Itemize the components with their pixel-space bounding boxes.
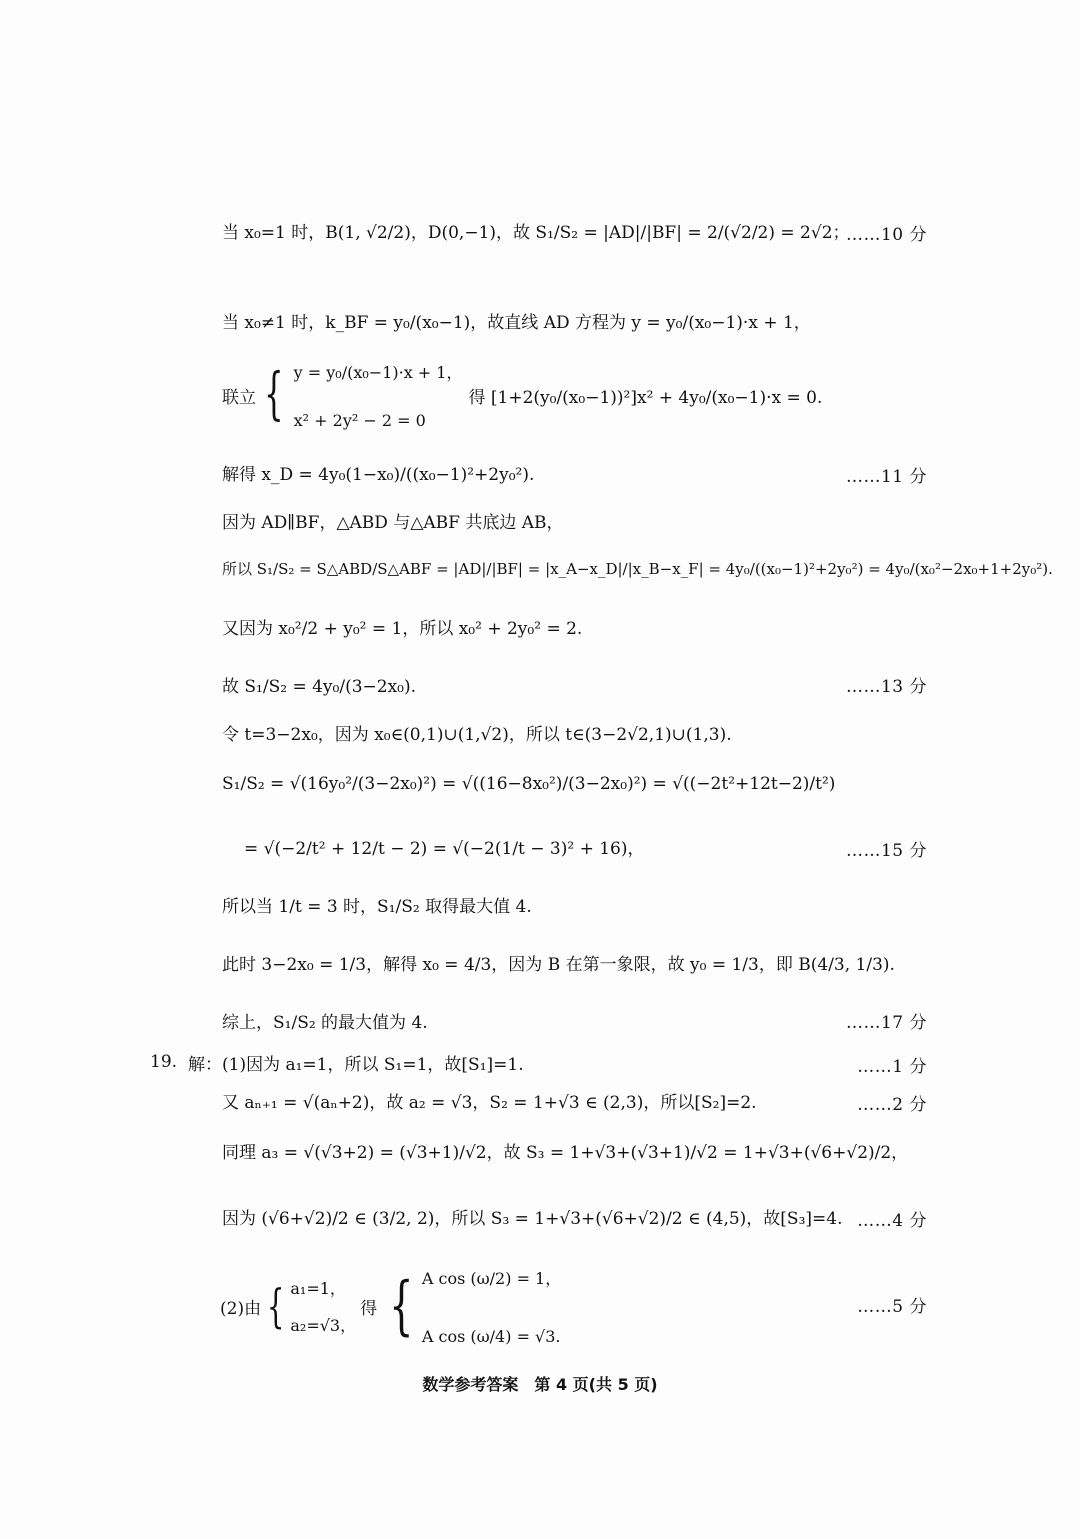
derived-eq-1: A cos (ω/2) = 1， — [421, 1269, 562, 1288]
part2-prefix: (2)由 — [220, 1298, 262, 1319]
system-prefix: 联立 — [222, 387, 256, 408]
solution-line-ratio: 所以 S₁/S₂ = S△ABD/S△ABF = |AD|/|BF| = |x_A−x_D|/|x_B−x_F| = 4y₀/((x₀−1)²+2y₀²) = 4y₀/(x₀²−2x₀+1+2y₀²). — [222, 559, 1053, 578]
system-eq-1: y = y₀/(x₀−1)·x + 1， — [293, 363, 463, 382]
solution-line-10: 当 x₀=1 时，B(1, √2/2)，D(0,−1)，故 S₁/S₂ = |AD|/|BF| = 2/(√2/2) = 2√2； — [222, 222, 850, 243]
score-2: ……2 分 — [857, 1095, 927, 1115]
score-5: ……5 分 — [857, 1297, 927, 1317]
given-eq-1: a₁=1， — [290, 1279, 346, 1298]
solution-line-point: 此时 3−2x₀ = 1/3，解得 x₀ = 4/3，因为 B 在第一象限，故 y₀ = 1/3，即 B(4/3, 1/3). — [222, 954, 895, 975]
equation-system — [294, 360, 463, 430]
given-system — [290, 1276, 356, 1336]
score-4: ……4 分 — [857, 1211, 927, 1231]
score-17: ……17 分 — [845, 1013, 927, 1033]
page-footer: 数学参考答案 第 4 页(共 5 页) — [422, 1375, 658, 1394]
solution-line-sqrt: S₁/S₂ = √(16y₀²/(3−2x₀)²) = √((16−8x₀²)/(3−2x₀)²) = √((−2t²+12t−2)/t²) — [222, 774, 836, 794]
question-number: 19. — [150, 1052, 178, 1072]
score-13: ……13 分 — [845, 677, 927, 697]
solution-line-parallel: 因为 AD∥BF，△ABD 与△ABF 共底边 AB， — [222, 512, 564, 533]
solution-line-15: = √(−2/t² + 12/t − 2) = √(−2(1/t − 3)² + 16)， — [244, 838, 645, 859]
solution-line-kbf: 当 x₀≠1 时，k_BF = y₀/(x₀−1)，故直线 AD 方程为 y = y₀/(x₀−1)·x + 1， — [222, 312, 811, 333]
solution-line-13: 故 S₁/S₂ = 4y₀/(3−2x₀). — [222, 676, 417, 697]
system-line — [222, 360, 930, 430]
given-eq-2: a₂=√3， — [290, 1316, 357, 1335]
derived-system — [422, 1266, 561, 1346]
solution-line-17: 综上，S₁/S₂ 的最大值为 4. — [222, 1012, 428, 1033]
q19-line-3: 同理 a₃ = √(√3+2) = (√3+1)/√2，故 S₃ = 1+√3+(√3+1)/√2 = 1+√3+(√6+√2)/2， — [222, 1142, 909, 1163]
q19-line-1: 解：(1)因为 a₁=1，所以 S₁=1，故[S₁]=1. — [188, 1054, 524, 1075]
solution-line-xd: 解得 x_D = 4y₀(1−x₀)/((x₀−1)²+2y₀²). — [222, 464, 535, 485]
solution-line-t: 令 t=3−2x₀，因为 x₀∈(0,1)∪(1,√2)，所以 t∈(3−2√2,1)∪(1,3). — [222, 724, 732, 745]
left-brace-icon: { — [389, 1269, 414, 1343]
left-brace-icon: { — [266, 1279, 285, 1333]
part2-then: 得 — [360, 1298, 378, 1319]
derived-eq-2: A cos (ω/4) = √3. — [421, 1327, 561, 1346]
solution-line-ellipse: 又因为 x₀²/2 + y₀² = 1，所以 x₀² + 2y₀² = 2. — [222, 618, 583, 639]
q19-line-2: 又 aₙ₊₁ = √(aₙ+2)，故 a₂ = √3，S₂ = 1+√3 ∈ (2,3)，所以[S₂]=2. — [222, 1092, 757, 1113]
system-eq-2: x² + 2y² − 2 = 0 — [293, 411, 426, 430]
system-result: 得 [1+2(y₀/(x₀−1))²]x² + 4y₀/(x₀−1)·x = 0. — [468, 387, 823, 408]
solution-line-max: 所以当 1/t = 3 时，S₁/S₂ 取得最大值 4. — [222, 896, 532, 917]
score-10: ……10 分 — [845, 225, 927, 245]
score-1: ……1 分 — [857, 1057, 927, 1077]
score-11: ……11 分 — [845, 467, 927, 487]
score-15: ……15 分 — [845, 841, 927, 861]
left-brace-icon: { — [264, 362, 284, 427]
q19-line-4: 因为 (√6+√2)/2 ∈ (3/2, 2)，所以 S₃ = 1+√3+(√6+√2)/2 ∈ (4,5)，故[S₃]=4. — [222, 1208, 843, 1229]
q19-line-5 — [220, 1266, 930, 1346]
